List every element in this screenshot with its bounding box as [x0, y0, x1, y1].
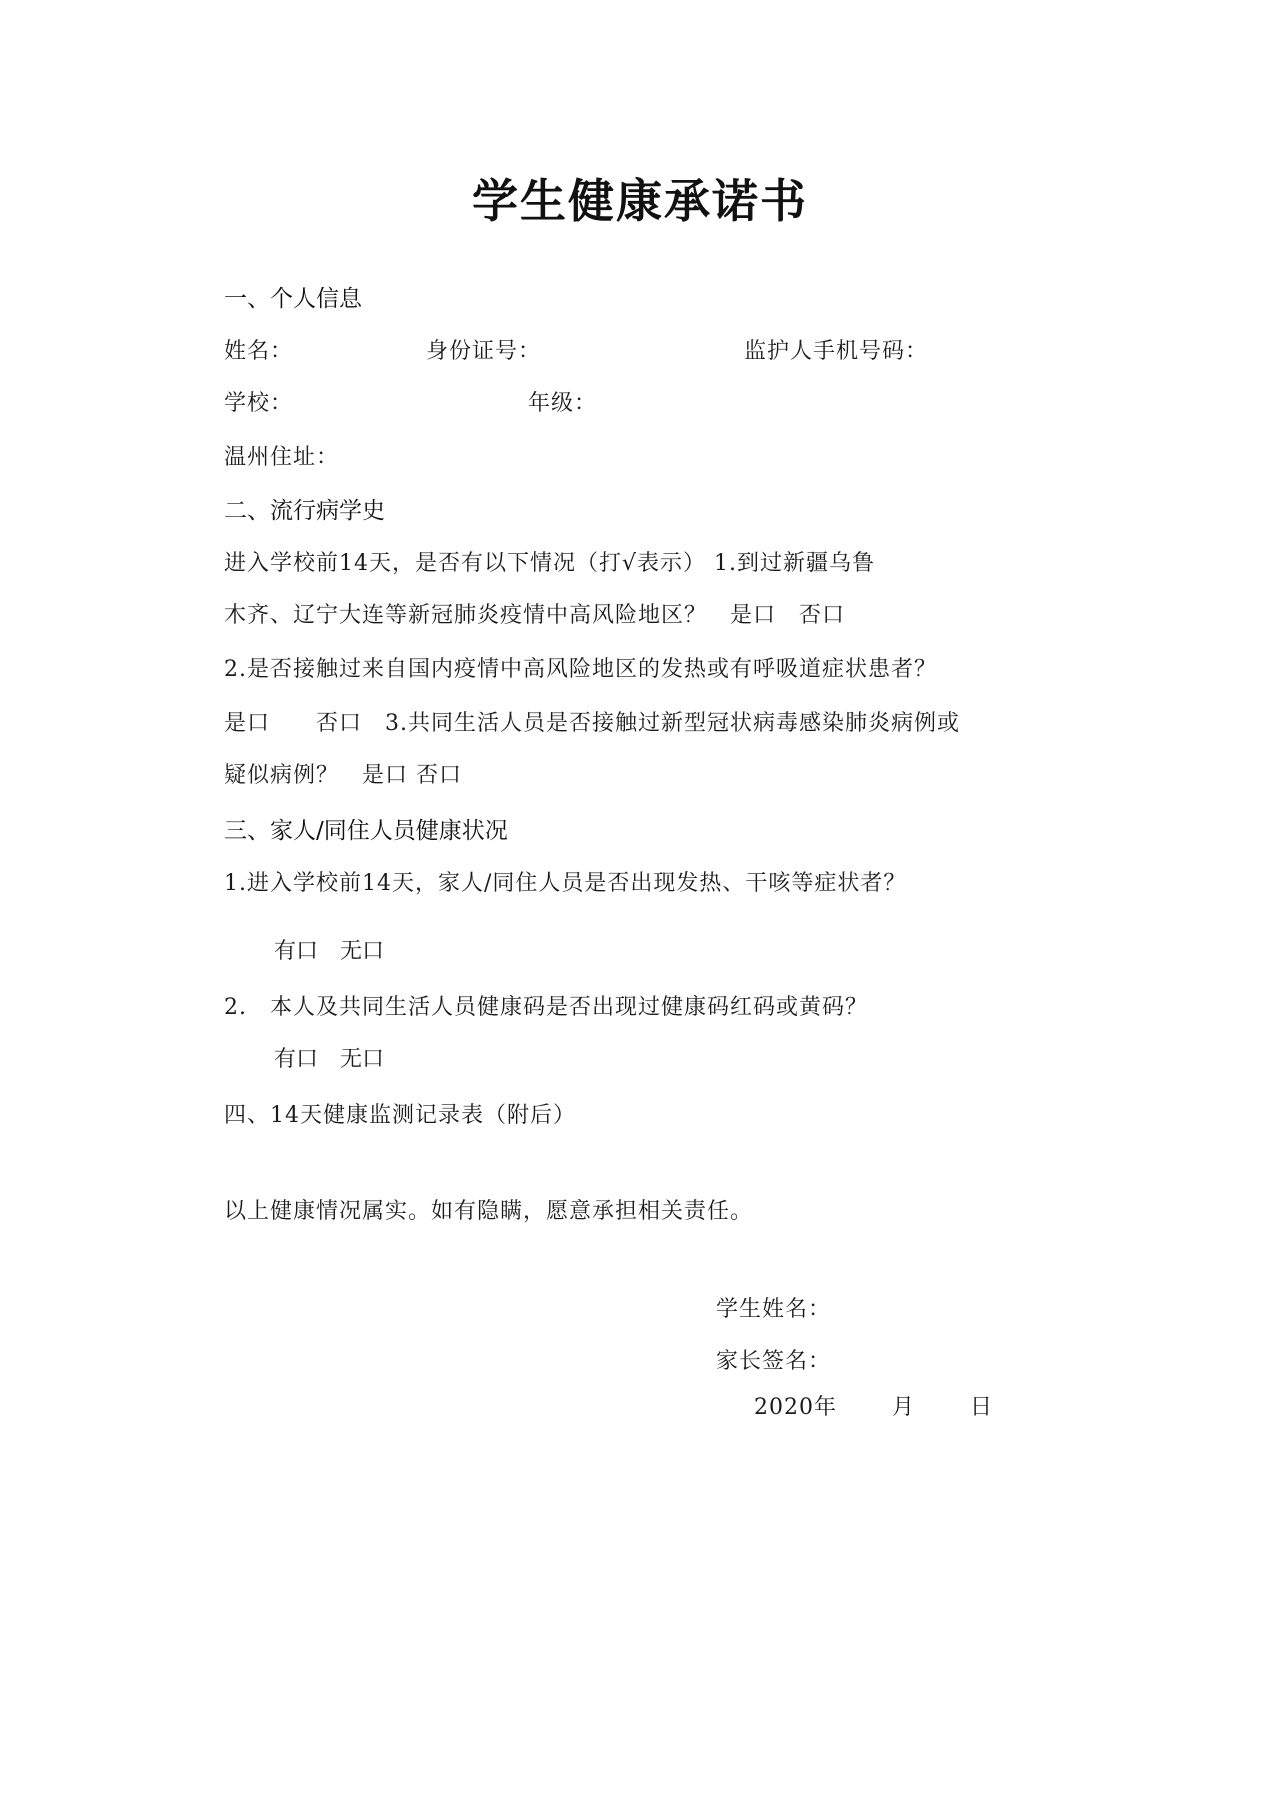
grade-label: 年级： — [528, 391, 598, 416]
epidemiology-line-1: 进入学校前14天，是否有以下情况（打√表示） 1.到过新疆乌鲁 — [224, 551, 875, 576]
id-number-label: 身份证号： — [426, 339, 542, 364]
address-label: 温州住址： — [224, 445, 340, 470]
date-month: 月 — [892, 1395, 916, 1420]
section-family-health-heading: 三、家人/同住人员健康状况 — [224, 818, 508, 844]
question-1-options: 有口 无口 — [274, 939, 385, 964]
family-health-question-2: 2. 本人及共同生活人员健康码是否出现过健康码红码或黄码？ — [224, 995, 868, 1020]
section-monitoring-record-heading: 四、14天健康监测记录表（附后） — [224, 1103, 576, 1128]
page-title: 学生健康承诺书 — [472, 174, 808, 228]
epidemiology-line-5: 疑似病例？ 是口 否口 — [224, 763, 462, 788]
student-name-label: 学生姓名： — [716, 1297, 832, 1322]
name-label: 姓名： — [224, 339, 294, 364]
epidemiology-line-4: 是口 否口 3.共同生活人员是否接触过新型冠状病毒感染肺炎病例或 — [224, 711, 960, 736]
epidemiology-line-3: 2.是否接触过来自国内疫情中高风险地区的发热或有呼吸道症状患者？ — [224, 657, 937, 682]
date-year: 2020年 — [754, 1395, 837, 1420]
family-health-question-1: 1.进入学校前14天，家人/同住人员是否出现发热、干咳等症状者？ — [224, 871, 907, 896]
declaration-text: 以上健康情况属实。如有隐瞒，愿意承担相关责任。 — [224, 1199, 754, 1224]
school-label: 学校： — [224, 391, 294, 416]
section-epidemiology-heading: 二、流行病学史 — [224, 498, 385, 524]
parent-signature-label: 家长签名： — [716, 1349, 832, 1374]
guardian-phone-label: 监护人手机号码： — [744, 339, 929, 364]
epidemiology-line-2: 木齐、辽宁大连等新冠肺炎疫情中高风险地区？ 是口 否口 — [224, 603, 846, 628]
question-2-options: 有口 无口 — [274, 1047, 385, 1072]
date-day: 日 — [970, 1395, 994, 1420]
section-personal-info-heading: 一、个人信息 — [224, 286, 362, 312]
